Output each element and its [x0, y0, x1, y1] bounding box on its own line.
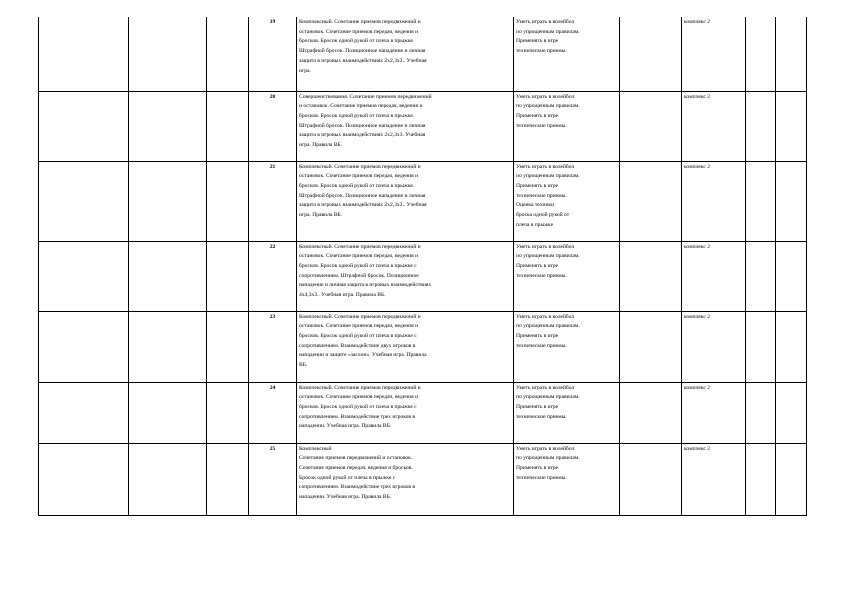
- lesson-number: 23: [249, 311, 297, 382]
- requirement-line: броска одной рукой от: [516, 212, 570, 219]
- content-line: игра. Правила ВБ.: [299, 142, 342, 149]
- requirement-line: по упрощенным правилам.: [516, 253, 580, 260]
- table-row: [39, 17, 807, 91]
- content-line: Комплексный. Сочетание приемов передвижений и: [299, 163, 421, 170]
- content-line: Комплексный. Сочетание приемов передвижений и: [299, 19, 421, 25]
- content-line: Совершенствования. Сочетание приемов передвижений: [299, 93, 432, 100]
- content-line: защита в игровых взаимодействиях 2х2,3х3. Учебная: [299, 132, 426, 139]
- requirement-line: Оценка техники: [516, 202, 555, 209]
- content-line: Штрафной бросок. Позиционное нападение и личная: [299, 122, 426, 129]
- lesson-requirements: [514, 311, 620, 382]
- lesson-requirements: [514, 443, 620, 515]
- empty-cell: [39, 382, 129, 443]
- empty-cell: [207, 443, 249, 515]
- lesson-number: 24: [249, 382, 297, 443]
- requirement-line: Применять в игре: [516, 332, 559, 339]
- content-line: бросков. Бросок одной рукой от плеча в прыжке с: [299, 262, 417, 269]
- lesson-requirements: [514, 382, 620, 443]
- content-line: сопротивлением. Штрафной бросок. Позиционное: [299, 272, 419, 279]
- requirement-line: технические приемы.: [516, 122, 567, 129]
- empty-cell: [207, 311, 249, 382]
- requirement-line: технические приемы.: [516, 474, 567, 481]
- empty-cell: [207, 382, 249, 443]
- empty-cell: [776, 443, 807, 515]
- requirement-line: Применять в игре: [516, 112, 559, 119]
- requirement-line: Применять в игре: [516, 464, 559, 471]
- requirement-line: плеча в прыжке: [516, 221, 554, 228]
- content-line: бросков. Бросок одной рукой от плеча в прыжке.: [299, 182, 415, 189]
- content-line: игра. Правила ВБ.: [299, 212, 342, 219]
- empty-cell: [746, 311, 776, 382]
- lesson-requirements: [514, 241, 620, 311]
- empty-cell: [129, 91, 207, 161]
- empty-cell: [776, 17, 807, 91]
- requirement-line: Применять в игре: [516, 182, 559, 189]
- content-line: бросков. Бросок одной рукой от плеча в прыжке.: [299, 112, 415, 119]
- requirement-line: технические приемы.: [516, 192, 567, 199]
- content-line: Бросок одной рукой от плеча в прыжке с: [299, 474, 396, 481]
- lesson-number: 22: [249, 241, 297, 311]
- empty-cell: [746, 241, 776, 311]
- requirement-line: Уметь играть в волейбол: [516, 313, 575, 320]
- content-line: сопротивлением. Взаимодействие двух игроков в: [299, 342, 416, 349]
- empty-cell: [129, 17, 207, 91]
- content-line: Сочетание приемов передач, ведения и бросков.: [299, 464, 413, 471]
- empty-cell: [620, 241, 682, 311]
- lesson-content: [297, 382, 514, 443]
- lesson-requirements: [514, 91, 620, 161]
- requirement-line: Уметь играть в волейбол: [516, 163, 575, 170]
- table-row: [39, 161, 807, 241]
- lesson-content: [297, 443, 514, 515]
- lesson-number: 20: [249, 91, 297, 161]
- empty-cell: [207, 241, 249, 311]
- content-line: бросков. Бросок одной рукой от плеча в прыжке с: [299, 332, 417, 339]
- empty-cell: [746, 17, 776, 91]
- content-line: сопротивлением. Взаимодействие трех игроков в: [299, 484, 416, 491]
- empty-cell: [746, 161, 776, 241]
- content-line: Комплексный. Сочетание приемов передвижений и: [299, 384, 421, 391]
- empty-cell: [39, 17, 129, 91]
- content-line: Штрафной бросок. Позиционное нападение и личная: [299, 48, 426, 55]
- content-line: Комплексный: [299, 445, 332, 452]
- content-line: Штрафной бросок. Позиционное нападение и личная: [299, 192, 426, 199]
- empty-cell: [207, 17, 249, 91]
- requirement-line: Уметь играть в волейбол: [516, 384, 575, 391]
- empty-cell: [620, 91, 682, 161]
- content-line: остановок. Сочетание приемов передач, ведения и: [299, 253, 419, 260]
- content-line: бросков. Бросок одной рукой от плеча в прыжке.: [299, 38, 415, 45]
- lesson-number: 21: [249, 161, 297, 241]
- lesson-content: [297, 161, 514, 241]
- content-line: остановок. Сочетание приемов передач, ведения и: [299, 394, 419, 401]
- content-line: Сочетание приемов передвижений и остановок.: [299, 455, 413, 462]
- lesson-content: [297, 17, 514, 91]
- content-line: сопротивлением. Взаимодействие трех игроков в: [299, 413, 416, 420]
- content-line: остановок. Сочетание приемов передач, ведения и: [299, 173, 419, 180]
- requirement-line: по упрощенным правилам.: [516, 455, 580, 462]
- empty-cell: [39, 91, 129, 161]
- lesson-content: [297, 241, 514, 311]
- empty-cell: [129, 443, 207, 515]
- table-row: [39, 241, 807, 311]
- content-line: Комплексный. Сочетание приемов передвижений и: [299, 313, 421, 320]
- content-line: ВБ.: [299, 362, 308, 369]
- homework-cell: комплекс 2: [682, 241, 746, 311]
- lesson-content: [297, 311, 514, 382]
- lesson-requirements: [514, 17, 620, 91]
- homework-cell: комплекс 2: [682, 311, 746, 382]
- requirement-line: Уметь играть в волейбол: [516, 93, 575, 100]
- requirement-line: Уметь играть в волейбол: [516, 19, 575, 25]
- requirement-line: Уметь играть в волейбол: [516, 243, 575, 250]
- empty-cell: [129, 311, 207, 382]
- content-line: 4х4,3х3.. Учебная игра. Правила ВБ.: [299, 292, 386, 299]
- empty-cell: [776, 91, 807, 161]
- empty-cell: [129, 161, 207, 241]
- content-line: Комплексный. Сочетание приемов передвижений и: [299, 243, 421, 250]
- lesson-requirements: [514, 161, 620, 241]
- content-line: защита в игровых взаимодействиях 2х2,3х3.. Учебная: [299, 57, 427, 64]
- empty-cell: [746, 382, 776, 443]
- empty-cell: [746, 443, 776, 515]
- requirement-line: Применять в игре: [516, 403, 559, 410]
- lesson-number: 19: [249, 17, 297, 91]
- content-line: нападении. Учебная игра. Правила ВБ.: [299, 423, 392, 430]
- empty-cell: [620, 382, 682, 443]
- table-row: [39, 91, 807, 161]
- table-row: [39, 382, 807, 443]
- requirement-line: технические приемы.: [516, 272, 567, 279]
- lesson-plan-table: [38, 17, 807, 516]
- empty-cell: [620, 443, 682, 515]
- content-line: нападение и личная защита в игровых взаимодействиях: [299, 282, 432, 289]
- requirement-line: Уметь играть в волейбол: [516, 445, 575, 452]
- content-line: игра.: [299, 67, 311, 74]
- requirement-line: технические приемы.: [516, 48, 567, 55]
- content-line: остановок. Сочетание приемов передач, ведения и: [299, 28, 419, 35]
- requirement-line: технические приемы.: [516, 413, 567, 420]
- empty-cell: [129, 241, 207, 311]
- requirement-line: по упрощенным правилам.: [516, 394, 580, 401]
- homework-cell: комплекс 2: [682, 17, 746, 91]
- empty-cell: [746, 91, 776, 161]
- requirement-line: технические приемы.: [516, 342, 567, 349]
- homework-cell: комплекс 2: [682, 443, 746, 515]
- requirement-line: Применять в игре: [516, 262, 559, 269]
- content-line: нападении. Учебная игра. Правила ВБ.: [299, 494, 392, 501]
- empty-cell: [776, 311, 807, 382]
- content-line: остановок. Сочетание приемов передач, ведения и: [299, 323, 419, 330]
- table-row: [39, 443, 807, 515]
- empty-cell: [776, 161, 807, 241]
- empty-cell: [39, 311, 129, 382]
- empty-cell: [620, 17, 682, 91]
- homework-cell: комплекс 2: [682, 161, 746, 241]
- empty-cell: [39, 443, 129, 515]
- content-line: нападении и защите «заслон». Учебная игра. Правила: [299, 352, 427, 359]
- requirement-line: Применять в игре: [516, 38, 559, 45]
- requirement-line: по упрощенным правилам.: [516, 323, 580, 330]
- requirement-line: по упрощенным правилам.: [516, 28, 580, 35]
- homework-cell: комплекс 2: [682, 382, 746, 443]
- table-row: [39, 311, 807, 382]
- requirement-line: по упрощенным правилам.: [516, 103, 580, 110]
- empty-cell: [776, 382, 807, 443]
- content-line: защита в игровых взаимодействиях 2х2,3х3.. Учебная: [299, 202, 427, 209]
- content-line: и остановок. Сочетание приемов передач, ведения и: [299, 103, 423, 110]
- empty-cell: [129, 382, 207, 443]
- empty-cell: [207, 161, 249, 241]
- requirement-line: по упрощенным правилам.: [516, 173, 580, 180]
- empty-cell: [39, 161, 129, 241]
- homework-cell: комплекс 2: [682, 91, 746, 161]
- empty-cell: [620, 161, 682, 241]
- empty-cell: [207, 91, 249, 161]
- lesson-number: 25: [249, 443, 297, 515]
- empty-cell: [620, 311, 682, 382]
- content-line: бросков. Бросок одной рукой от плеча в прыжке с: [299, 403, 417, 410]
- lesson-content: [297, 91, 514, 161]
- empty-cell: [39, 241, 129, 311]
- empty-cell: [776, 241, 807, 311]
